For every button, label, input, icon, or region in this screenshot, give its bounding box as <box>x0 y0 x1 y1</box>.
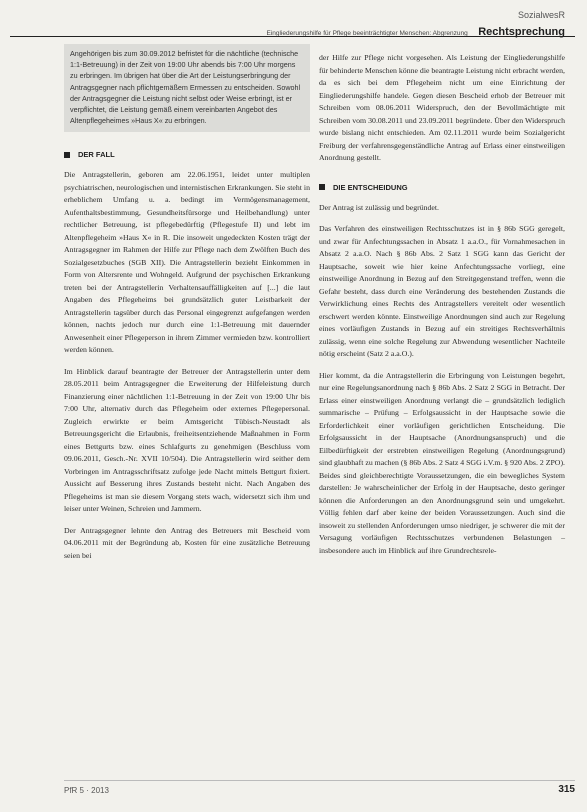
heading-der-fall-label: DER FALL <box>78 150 115 160</box>
right-paragraph-4: Hier kommt, da die Antragstellerin die Erbringung von Leistungen begehrt, nur eine Regelungsanordnung nach § 86b Abs. 2 Satz 2 SGG in Betracht. Der Erlass einer einstweiligen Anordnung verlangt die – grundsätzlich lediglich summarische – Prüfung – Erfolgsaussicht in der Hauptsache sowie die Erforderlichkeit einer vorläufigen gerichtlichen Entscheidung. Die Erfolgsaussicht in der Hauptsache (Anordnungsanspruch) und die Eilbedürftigkeit der erstrebten einstweiligen Regelung (Anordnungsgrund) sind glaubhaft zu machen (§ 86b Abs. 2 Satz 4 SGG i.V.m. § 920 Abs. 2 ZPO). Beides sind gleichberechtigte Voraussetzungen, die ein bewegliches System darstellen: Je wahrscheinlicher der Erfolg in der Hauptsache, desto geringer können die Anforderungen an den Anordnungsgrund sein und umgekehrt. Völlig fehlen darf aber keine der beiden Voraussetzungen. Auch sind die insoweit zu stellenden Anforderungen umso niedriger, je schwerer die mit der Versagung vorläufigen Rechtsschutzes verbundenen Belastungen – insbesondere auch im Hinblick auf ihre Grundrechtsrele- <box>319 370 565 555</box>
section-label: SozialwesR <box>517 10 565 20</box>
right-paragraph-1: der Hilfe zur Pflege nicht vorgesehen. Als Leistung der Eingliederungshilfe für behinderte Menschen könne die beantragte Leistung nicht erbracht werden, da es sich bei dem Pflegeheim nicht um eine Einrichtung der Eingliederungshilfe handele. Gegen diesen Bescheid erhob der Betreuer mit Schreiben vom 08.06.2011 Widerspruch, den der Bevollmächtigte mit Schreiben vom 30.08.2011 und 23.09.2011 begründete. Über den Widerspruch wurde bislang nicht entschieden. Am 02.11.2011 wurde beim Sozialgericht Freiburg der verfahrensgegenständliche Antrag auf Erlass einer einstweiligen Anordnung gestellt. <box>319 53 565 162</box>
right-paragraph-2: Der Antrag ist zulässig und begründet. <box>319 202 439 212</box>
page-header <box>60 0 577 40</box>
page-number: 315 <box>558 784 575 795</box>
guiding-principle-box: Angehörigen bis zum 30.09.2012 befristet für die nächtliche (technische 1:1-Betreuung) in der Zeit von 19:00 Uhr abends bis 7:00 Uhr morgens zu erbringen. Im übrigen hat über die Art der Leistungserbringung der Antragsgegner nach pflichtgemäßem Ermessen zu entscheiden. Sowohl der Antragsgegner die Leistung nicht selbst oder Weise erbringt, ist er verpflichtet, die Leistung gemäß einem vereinbarten Angebot des Altenpflegeheimes »Haus X« zu erbringen. <box>64 44 310 132</box>
heading-die-entscheidung-label: DIE ENTSCHEIDUNG <box>333 182 408 192</box>
issue-label: PfR 5 · 2013 <box>64 786 109 795</box>
right-column <box>319 44 565 566</box>
heading-der-fall <box>64 150 310 159</box>
page-footer <box>64 786 575 800</box>
right-paragraph-3: Das Verfahren des einstweiligen Rechtsschutzes ist in § 86b SGG geregelt, und zwar für Anfechtungssachen in Absatz 1 a.a.O., für Vornahmesachen in Absatz 2 a.a.O. Nach § 86b Abs. 2 Satz 1 SGG kann das Gericht der Hauptsache, soweit wie hier keine Anfechtungssache vorliegt, eine einstweilige Anordnung in Bezug auf den Streitgegenstand treffen, wenn die Gefahr besteht, dass durch eine Veränderung des bestehenden Zustands die Verwirklichung eines Rechts des Antragstellers vereitelt oder wesentlich erschwert werden könnte. Einstweilige Anordnungen sind auch zur Regelung eines vorläufigen Zustands in Bezug auf ein streitiges Rechtsverhältnis zulässig, wenn eine solche Regelung zur Abwendung wesentlicher Nachteile nötig erscheint (Satz 2 a.a.O.). <box>319 224 565 358</box>
left-paragraph-1: Die Antragstellerin, geboren am 22.06.1951, leidet unter multiplen psychiatrischen, neurologischen und internistischen Erkrankungen. Sie steht in erheblichem Umfang u. a. bedingt im Vermögensmanagement, Aufenthaltsbestimmung, Gesundheitsfürsorge und Heilbehandlung) unter rechtlicher Betreuung, ist pflegebedürftig (Pflegestufe II) und lebt im Altenpflegeheim »Haus X« in R. Die insoweit ungedeckten Kosten trägt der Antragsgegner im Rahmen der Hilfe zur Pflege nach dem Zwölften Buch des Sozialgesetzbuches (SGB XII). Die Antragstellerin bezieht Einkommen in Form von Altersrente und Wohngeld. Aufgrund der psychischen Erkrankung treten bei der Antragstellerin Verhaltensauffälligkeiten auf [...] die laut Angaben des Pflegeheims bei grundsätzlich guter Leistbarkeit der Antragstellerin tagsüber durch das Personal eingegrenzt aufgefangen werden können, nachts jedoch nur durch eine 1:1-Betreuung mit dauernder Anwesenheit einer Pflegeperson in ihrem Zimmer vermieden bzw. kontrolliert werden können. <box>64 170 310 355</box>
header-rule <box>10 36 575 37</box>
left-column <box>64 44 310 571</box>
heading-square-icon <box>319 184 325 190</box>
heading-die-entscheidung <box>319 183 565 192</box>
running-header <box>266 22 565 40</box>
left-paragraph-3: Der Antragsgegner lehnte den Antrag des Betreuers mit Bescheid vom 04.06.2011 mit der Begründung ab, Kosten für eine zusätzliche Betreuung seien bei <box>64 525 310 560</box>
heading-square-icon <box>64 152 70 158</box>
footer-rule <box>64 780 575 781</box>
running-subtitle: Eingliederungshilfe für Pflege beeinträchtigter Menschen: Abgrenzung <box>266 30 468 37</box>
rubric-title: Rechtsprechung <box>478 26 565 38</box>
left-paragraph-2: Im Hinblick darauf beantragte der Betreuer der Antragstellerin unter dem 28.05.2011 beim Antragsgegner die Erweiterung der Hilfeleistung durch Finanzierung einer nächtlichen 1:1-Betreuung in der Zeit von 19:00 Uhr bis 7:00 Uhr, alternativ durch das Pflegeheim oder externes Pflegepersonal. Zugleich erwirkte er beim Amtsgericht Tübisch-Neustadt als Betreuungsgericht die Erlaubnis, freiheitsentziehende Maßnahmen in Form eines Bettgurts bzw. eines Schlafgurts zu genehmigen (Beschluss vom 09.06.2011, Gesch.-Nr. XVII 10/504). Die Antragstellerin wird seither dem Vorbringen im Antragsschriftsatz zufolge jede Nacht mittels Bettgurt fixiert. Aussicht auf Besserung ihres Zustands besteht nicht. Nach Angaben des Pflegeheims ist man sie diesem Vorgang stets wach, widersetzt sich ihm und leiser unter Weinen, Schreien und Jammern. <box>64 366 310 514</box>
